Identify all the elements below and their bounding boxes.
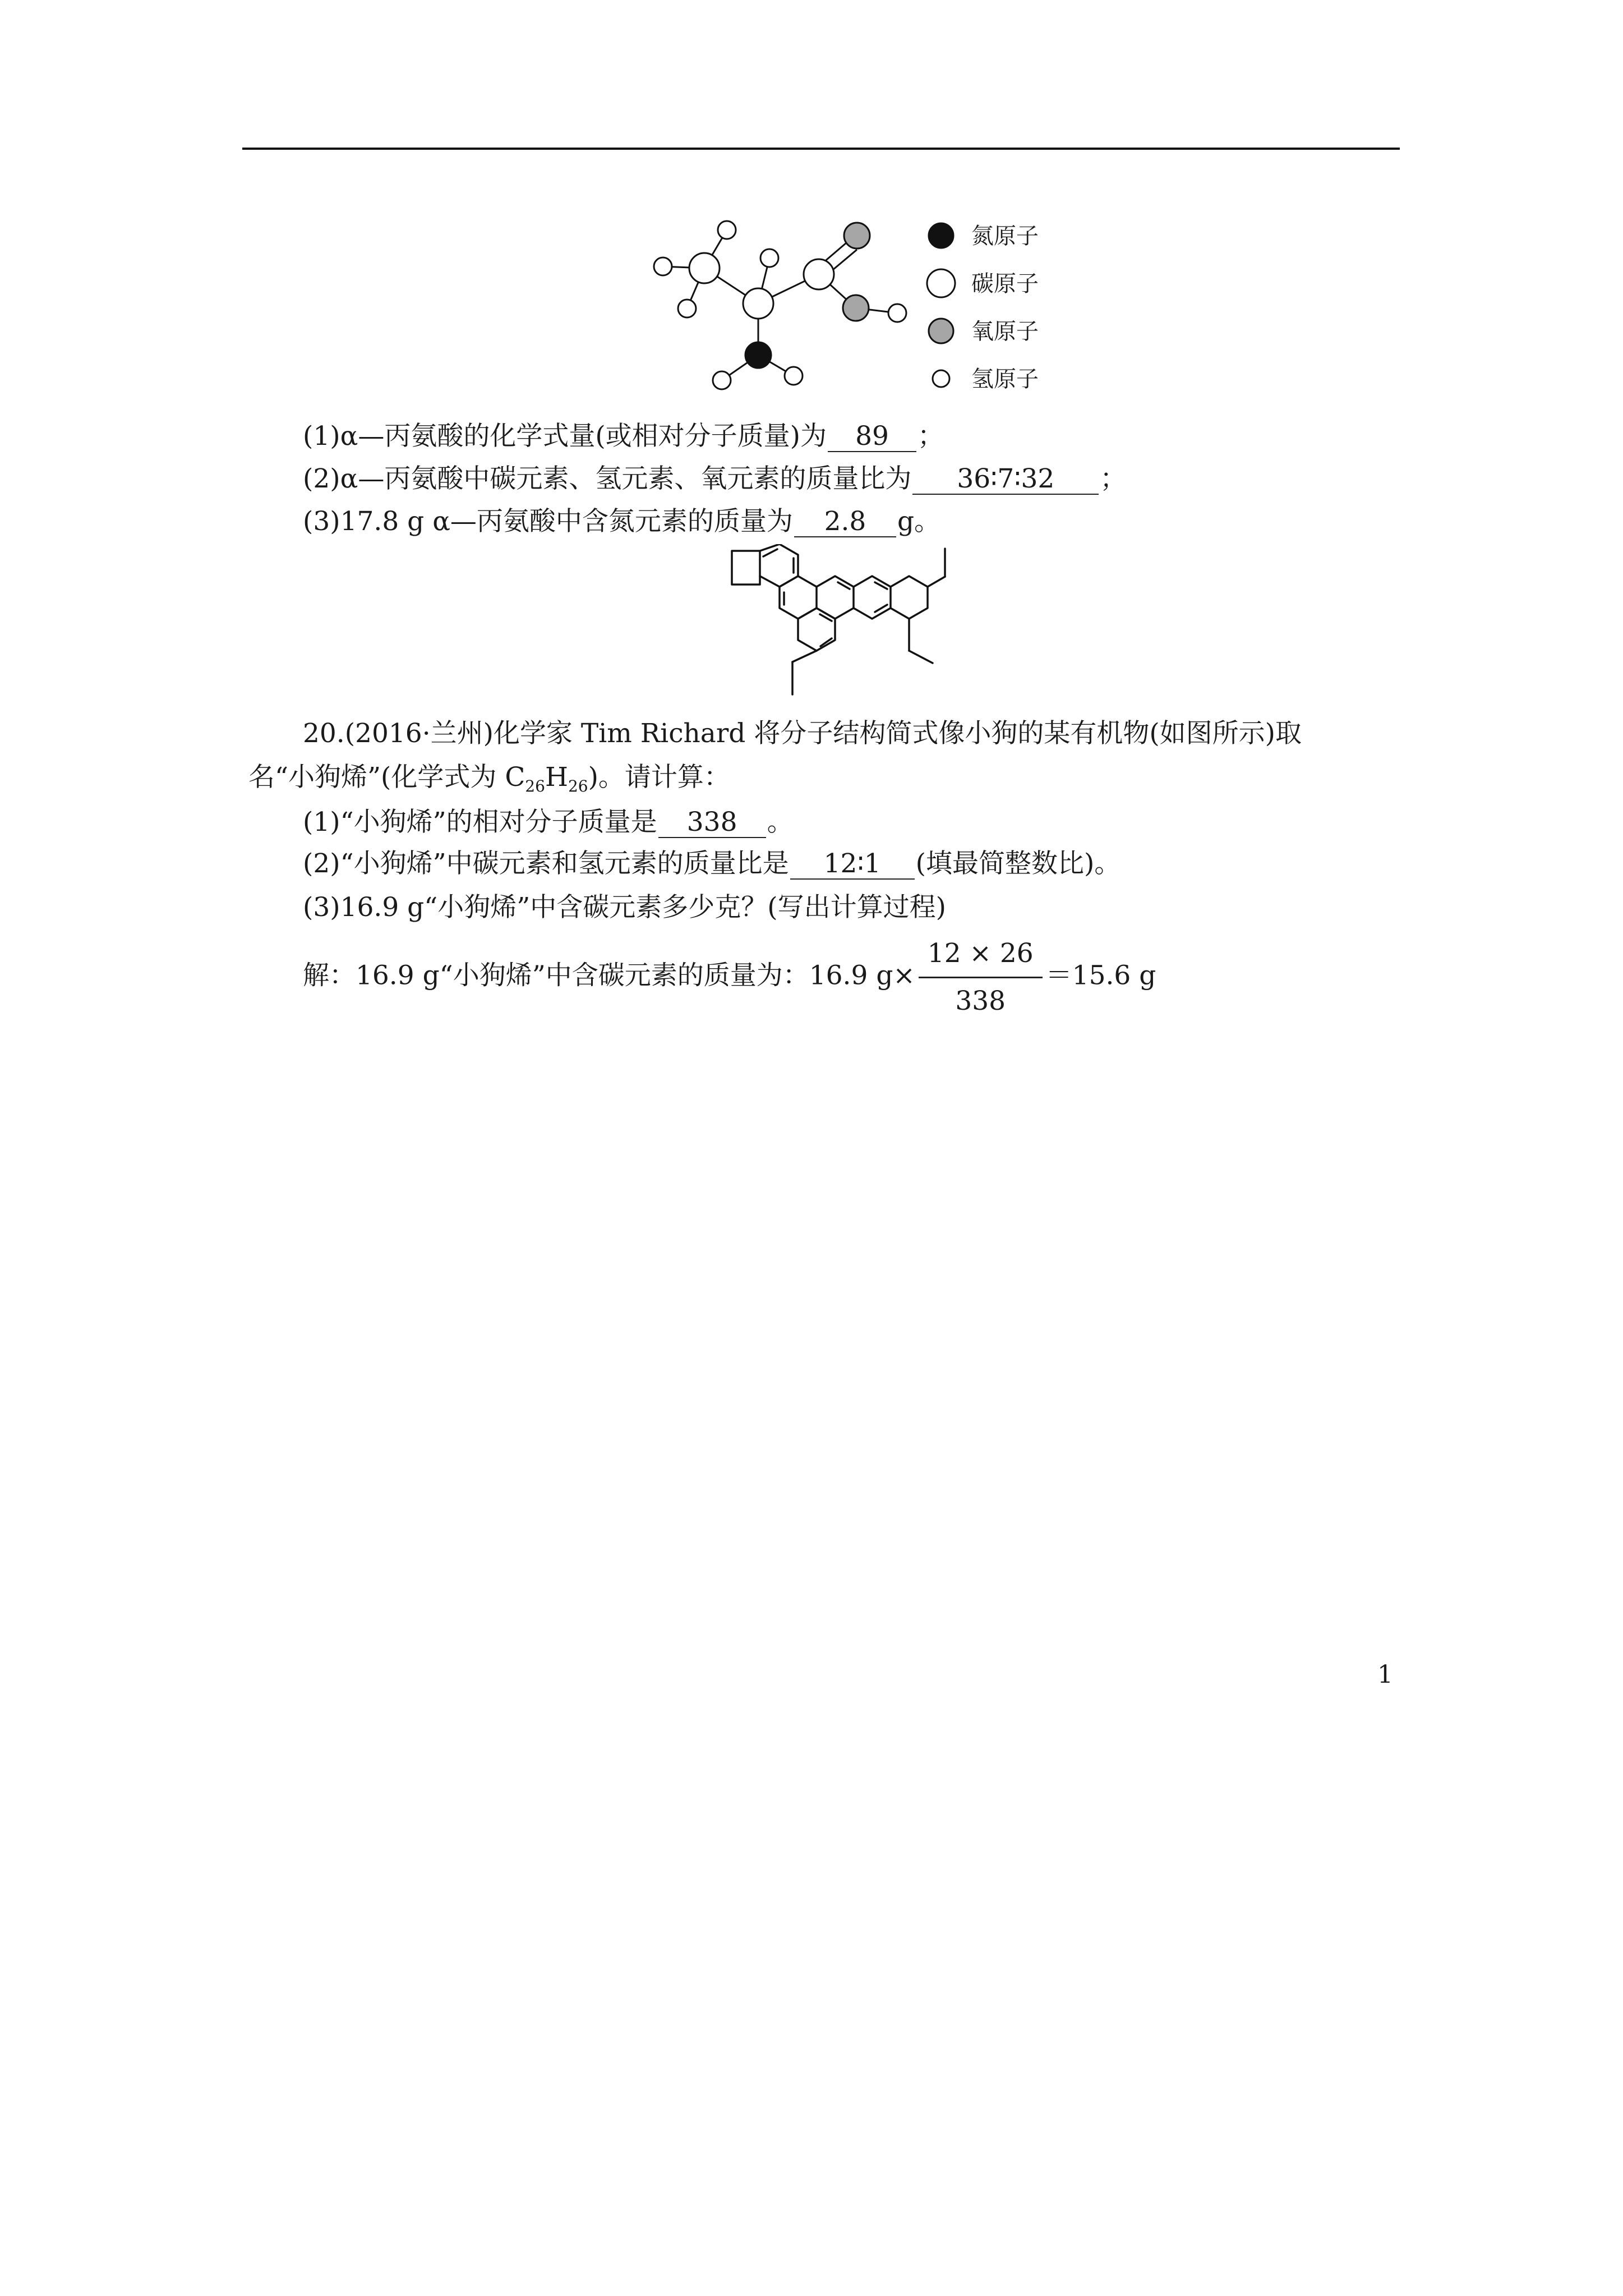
- atom-legend: [927, 223, 1039, 392]
- fraction-numerator: 12 × 26: [919, 934, 1043, 978]
- hydrogen-atom: [678, 300, 696, 318]
- q20-part2-suffix: (填最简整数比)。: [915, 848, 1121, 879]
- q20-stem-line1: 20.(2016·兰州)化学家 Tim Richard 将分子结构简式像小狗的某有机物(如图所示)取: [303, 718, 1302, 749]
- q20-solution-result: ＝15.6 g: [1045, 960, 1156, 991]
- ethyl-arm-right-2: [909, 651, 933, 663]
- q20-solution: [303, 934, 1156, 1021]
- q20-solution-fraction: [919, 934, 1043, 1021]
- ring-e: [891, 576, 928, 619]
- hydrogen-atom: [718, 221, 736, 239]
- q19-part1-suffix: ；: [917, 421, 944, 452]
- oxygen-atom: [843, 295, 869, 321]
- page-number: 1: [1377, 1660, 1393, 1689]
- alanine-molecule-figure: [639, 213, 1066, 404]
- oxygen-atoms: [843, 223, 870, 321]
- oxygen-atom: [844, 223, 870, 249]
- q19-part1-text: (1)α—丙氨酸的化学式量(或相对分子质量)为: [303, 421, 827, 452]
- q20-stem-text-a: 名“小狗烯”(化学式为 C: [248, 762, 525, 793]
- q20-formula-h: H: [545, 762, 568, 793]
- q19-part3-answer: 2.8: [794, 507, 896, 537]
- legend-nitrogen-label: 氮原子: [971, 223, 1039, 249]
- ethyl-arm-left-1: [792, 651, 817, 662]
- q19-part2-text: (2)α—丙氨酸中碳元素、氢元素、氧元素的质量比为: [303, 463, 912, 494]
- q20-solution-text: 解：16.9 g“小狗烯”中含碳元素的质量为：16.9 g×: [303, 960, 915, 991]
- q20-part1-text: (1)“小狗烯”的相对分子质量是: [303, 807, 657, 838]
- legend-hydrogen-swatch: [933, 370, 949, 387]
- carbon-atom: [804, 259, 834, 289]
- carbon-atom: [743, 288, 773, 319]
- q20-part1-answer: 338: [658, 808, 766, 838]
- q20-stem-text-b: )。请计算：: [588, 762, 730, 793]
- q20-part1: [303, 806, 794, 839]
- ethyl-arm-top-1: [928, 577, 945, 587]
- q20-part2-text: (2)“小狗烯”中碳元素和氢元素的质量比是: [303, 848, 789, 879]
- carbon-atom: [689, 253, 720, 283]
- hydrogen-atom: [888, 304, 906, 322]
- legend-carbon-swatch: [927, 269, 955, 297]
- q20-part2-answer: 12∶1: [790, 849, 915, 880]
- hydrogen-atom: [760, 249, 778, 267]
- q19-part2: [303, 462, 1126, 496]
- ring-d: [854, 576, 891, 619]
- ring-f: [798, 608, 835, 651]
- q19-part1: [303, 420, 944, 453]
- legend-oxygen-label: 氧原子: [971, 319, 1039, 344]
- q19-part2-answer: 36∶7∶32: [912, 464, 1099, 495]
- q19-part1-answer: 89: [828, 422, 916, 452]
- q19-part3-suffix: g。: [897, 506, 941, 537]
- hydrogen-atom: [713, 371, 731, 389]
- fraction-denominator: 338: [955, 986, 1006, 1016]
- q20-stem-line2: [248, 761, 730, 803]
- q20-part2: [303, 847, 1121, 881]
- legend-nitrogen-swatch: [929, 223, 953, 248]
- legend-carbon-label: 碳原子: [971, 271, 1039, 297]
- hydrogen-atom: [654, 257, 672, 275]
- q19-part3-text: (3)17.8 g α—丙氨酸中含氮元素的质量为: [303, 506, 793, 537]
- q19-part3: [303, 505, 940, 539]
- q20-part1-suffix: 。: [767, 807, 794, 838]
- legend-oxygen-swatch: [929, 319, 953, 343]
- olympicene-dog-structure-figure: [721, 544, 984, 712]
- hydrogen-atom: [785, 367, 803, 385]
- q20-part3: (3)16.9 g“小狗烯”中含碳元素多少克？(写出计算过程): [303, 892, 946, 923]
- cyclobutene-ring: [732, 551, 760, 585]
- legend-hydrogen-label: 氢原子: [971, 366, 1039, 392]
- q20-formula-subscript-c: 26: [525, 777, 545, 795]
- header-rule: [242, 148, 1400, 150]
- q19-part2-suffix: ；: [1100, 463, 1127, 494]
- nitrogen-atom: [745, 342, 771, 368]
- q20-formula-subscript-h: 26: [568, 777, 588, 795]
